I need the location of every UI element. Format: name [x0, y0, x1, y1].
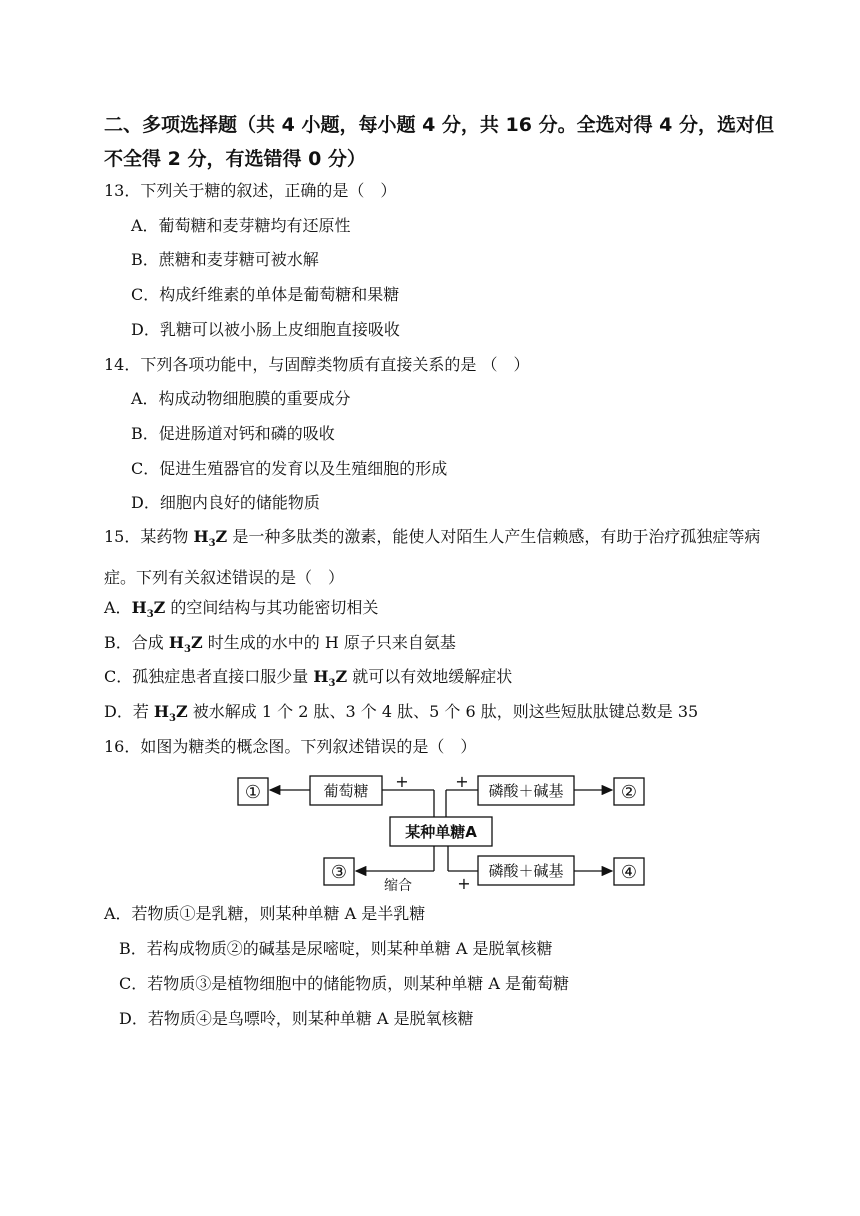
- question-13-stem: 13．下列关于糖的叙述，正确的是（ ）: [104, 181, 397, 200]
- sugar-concept-diagram: [234, 770, 654, 896]
- product-4-label: ④: [620, 862, 638, 883]
- stem-prefix: 15．某药物: [104, 527, 194, 546]
- formula-h3z: $H_3Z$: [131, 598, 166, 621]
- question-13-option-a: A．葡萄糖和麦芽糖均有还原性: [131, 216, 351, 235]
- formula-h3z: $H_3Z$: [168, 633, 203, 656]
- question-14-stem: 14．下列各项功能中，与固醇类物质有直接关系的是 （ ）: [104, 355, 530, 374]
- formula-h3z: $H_3Z$: [153, 702, 188, 725]
- question-16-option-b: B．若构成物质②的碱基是尿嘧啶，则某种单糖 A 是脱氧核糖: [119, 939, 553, 958]
- product-2-label: ②: [620, 782, 638, 803]
- plus-sign-glucose: +: [395, 772, 409, 791]
- product-3-label: ③: [330, 862, 348, 883]
- question-14-option-b: B．促进肠道对钙和磷的吸收: [131, 424, 335, 443]
- question-13-option-d: D．乳糖可以被小肠上皮细胞直接吸收: [131, 320, 400, 339]
- question-15-option-c: C．孤独症患者直接口服少量 $H_3Z$ 就可以有效地缓解症状: [104, 667, 513, 690]
- glucose-label: 葡萄糖: [323, 782, 369, 800]
- formula-h3z: $H_3Z$: [193, 527, 228, 550]
- question-16-option-d: D．若物质④是鸟嘌呤，则某种单糖 A 是脱氧核糖: [119, 1009, 474, 1028]
- plus-sign-top: +: [455, 772, 469, 791]
- question-16-option-a: A．若物质①是乳糖，则某种单糖 A 是半乳糖: [104, 904, 426, 923]
- product-1-label: ①: [244, 782, 262, 803]
- question-15-stem: [104, 520, 784, 595]
- question-14-option-c: C．促进生殖器官的发育以及生殖细胞的形成: [131, 459, 448, 478]
- question-16-option-c: C．若物质③是植物细胞中的储能物质，则某种单糖 A 是葡萄糖: [119, 974, 569, 993]
- question-15-option-a: A．$H_3Z$ 的空间结构与其功能密切相关: [104, 598, 379, 621]
- condensation-label: 缩合: [384, 878, 412, 894]
- plus-sign-bottom: +: [457, 874, 471, 893]
- section-title: 二、多项选择题（共 4 小题，每小题 4 分，共 16 分。全选对得 4 分，选对但不全得 2 分，有选错得 0 分）: [104, 114, 775, 170]
- question-13-option-c: C．构成纤维素的单体是葡萄糖和果糖: [131, 285, 400, 304]
- question-14-option-d: D．细胞内良好的储能物质: [131, 493, 320, 512]
- question-15-option-b: B．合成 $H_3Z$ 时生成的水中的 H 原子只来自氨基: [104, 633, 456, 656]
- question-16-stem: 16．如图为糖类的概念图。下列叙述错误的是（ ）: [104, 737, 477, 756]
- formula-h3z: $H_3Z$: [313, 667, 348, 690]
- phosphate-base-top-label: 磷酸＋碱基: [488, 782, 564, 800]
- sugar-a-label: 某种单糖A: [405, 823, 477, 841]
- phosphate-base-bottom-label: 磷酸＋碱基: [488, 862, 564, 880]
- question-13-option-b: B．蔗糖和麦芽糖可被水解: [131, 250, 319, 269]
- stem-suffix: 是一种多肽类的激素，能使人对陌生人产生信赖感，有助于治疗孤独症等病症。下列有关叙述错误的是（ ）: [104, 527, 761, 588]
- question-14-option-a: A．构成动物细胞膜的重要成分: [131, 389, 351, 408]
- question-15-option-d: D．若 $H_3Z$ 被水解成 1 个 2 肽、3 个 4 肽、5 个 6 肽，则这些短肽肽键总数是 35: [104, 702, 699, 725]
